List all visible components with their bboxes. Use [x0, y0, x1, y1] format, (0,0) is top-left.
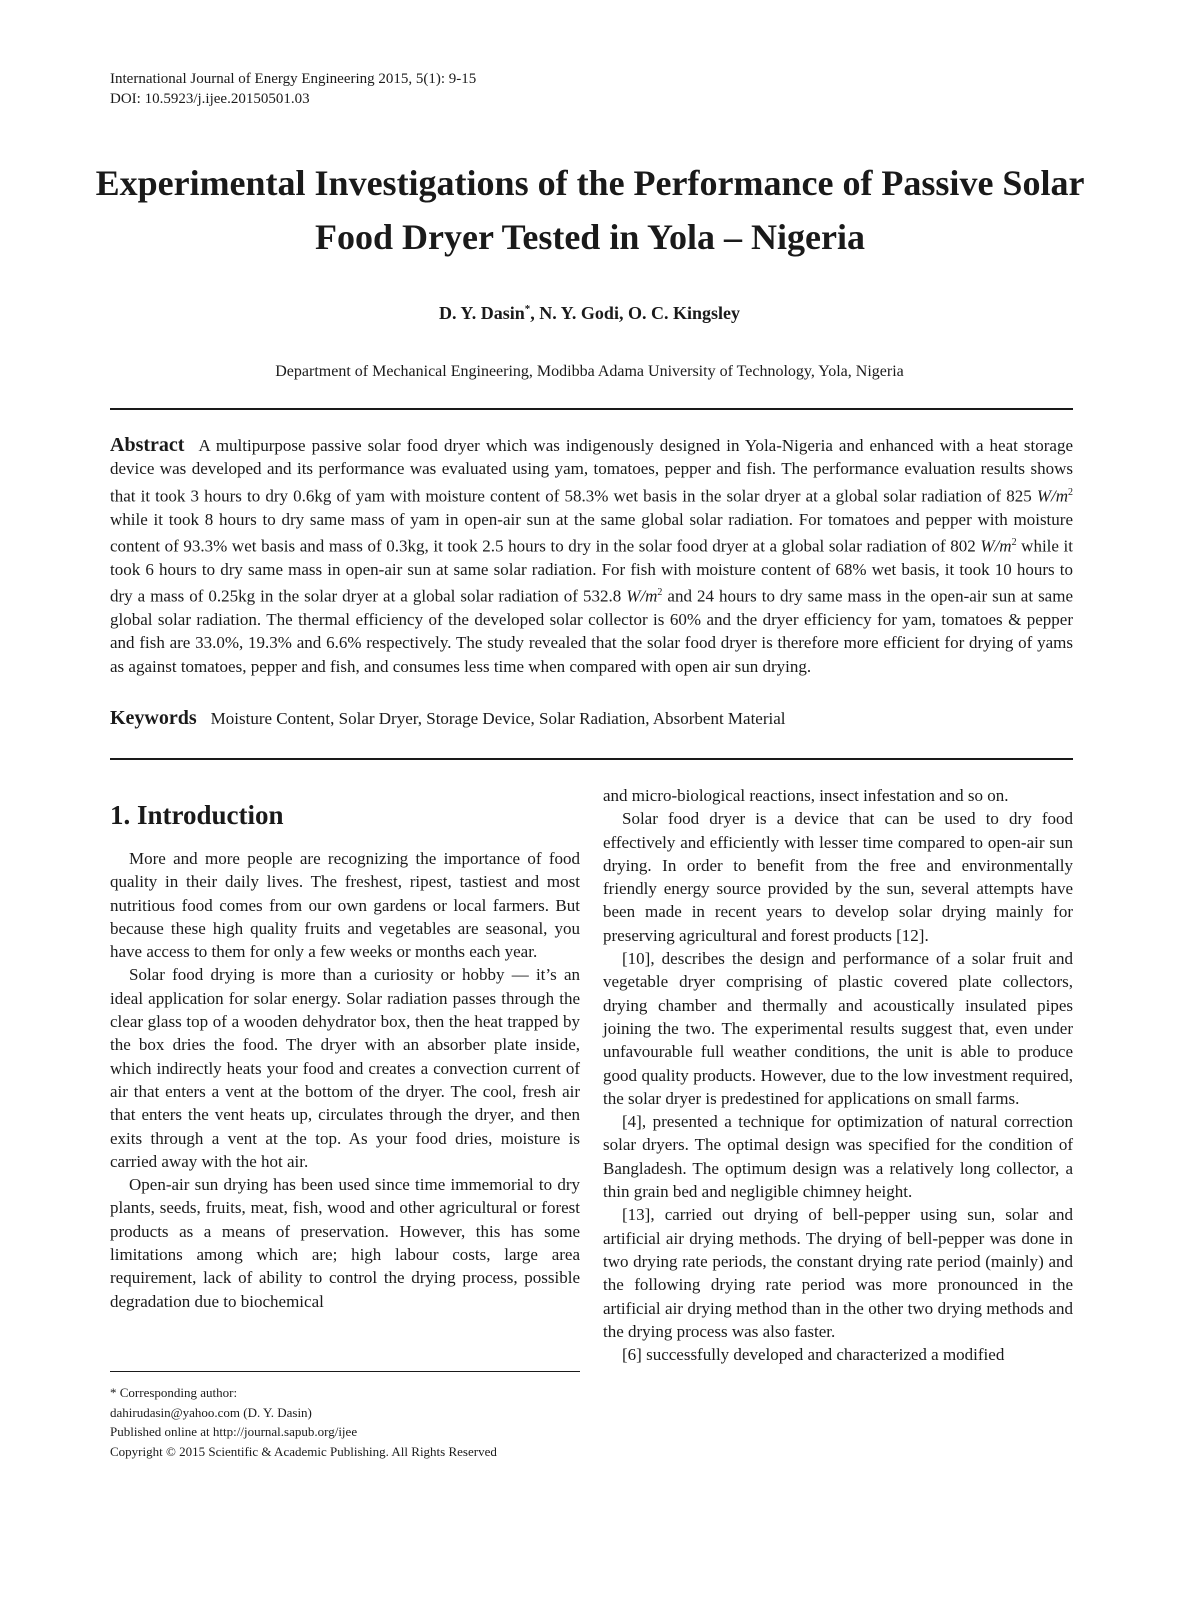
paragraph: Solar food dryer is a device that can be used to dry food effectively and efficiently with lesser time compared to open-air sun drying. In order to benefit from the free and environmentally friendly energy source provided by the sun, several attempts have been made in recent years to develop solar drying mainly for preserving agricultural and forest products [12]. — [603, 809, 1073, 945]
paragraph: More and more people are recognizing the importance of food quality in their daily lives. The freshest, ripest, tastiest and most nutritious food comes from our own gardens or local farmers. But because these high quality fruits and vegetables are seasonal, you have access to them for only a few weeks or months each year. — [110, 849, 580, 962]
author-rest: , N. Y. Godi, O. C. Kingsley — [530, 303, 740, 323]
abstract-heading: Abstract — [110, 434, 185, 456]
paragraph: [6] successfully developed and characterized a modified — [622, 1345, 1005, 1365]
unit-wm2: W/m — [1036, 486, 1068, 506]
abstract — [110, 434, 1073, 678]
footnote-divider — [110, 1371, 580, 1372]
right-column — [603, 784, 1073, 1366]
abstract-text-3: while it took 6 hours to dry same mass in open-air sun at same solar radiation. For fish with moisture content of 68% wet basis, it took 10 hours to dry a mass of 0.25kg in the solar dryer at a global solar radiation of 532.8 — [110, 536, 1073, 606]
footnote-email: dahirudasin@yahoo.com (D. Y. Dasin) — [110, 1404, 312, 1420]
journal-header — [110, 69, 476, 109]
keywords-heading: Keywords — [110, 707, 197, 729]
doi: DOI: 10.5923/j.ijee.20150501.03 — [110, 91, 310, 107]
unit-exponent: 2 — [1011, 536, 1017, 548]
unit-wm2: W/m — [626, 586, 658, 606]
paragraph: and micro-biological reactions, insect infestation and so on. — [603, 786, 1009, 805]
abstract-text-1: A multipurpose passive solar food dryer which was indigenously designed in Yola-Nigeria and enhanced with a heat storage device was developed and its performance was evaluated using yam, tomatoes, pepper and fish. The performance evaluation results shows that it took 3 hours to dry 0.6kg of yam with moisture content of 58.3% wet basis in the solar dryer at a global solar radiation of 825 — [110, 436, 1073, 506]
paragraph: [4], presented a technique for optimization of natural correction solar dryers. The optimal design was specified for the condition of Bangladesh. The optimum design was a relatively long collector, a thin grain bed and negligible chimney height. — [603, 1112, 1073, 1202]
footnotes — [110, 1383, 580, 1461]
footnote-published: Published online at http://journal.sapub.org/ijee — [110, 1424, 358, 1440]
abstract-text-2: while it took 8 hours to dry same mass of yam in open-air sun at the same global solar radiation. For tomatoes and pepper with moisture content of 93.3% wet basis and mass of 0.3kg, it took 2.5 hours to dry in the solar food dryer at a global solar radiation of 802 — [110, 509, 1073, 556]
paragraph: [10], describes the design and performance of a solar fruit and vegetable dryer comprising of plastic covered plate collectors, drying chamber and thermally and acoustically insulated pipes joining the two. The experimental results suggest that, even under unfavourable full weather conditions, the unit is able to produce good quality products. However, due to the low investment required, the solar dryer is predestined for applications on small farms. — [603, 949, 1073, 1108]
paragraph: Open-air sun drying has been used since time immemorial to dry plants, seeds, fruits, meat, fish, wood and other agricultural or forest products as a means of preservation. However, this has some limitations among which are; high labour costs, large area requirement, lack of ability to control the drying process, possible degradation due to biochemical — [110, 1175, 580, 1311]
keywords — [110, 706, 1073, 731]
keywords-text: Moisture Content, Solar Dryer, Storage Device, Solar Radiation, Absorbent Material — [210, 709, 786, 728]
paper-title: Experimental Investigations of the Performance of Passive Solar Food Dryer Tested in Yola – Nigeria — [95, 163, 1085, 257]
paragraph: Solar food drying is more than a curiosity or hobby — it’s an ideal application for solar energy. Solar radiation passes through the clear glass top of a wooden dehydrator box, then the heat trapped by the box dries the food. The dryer with an absorber plate inside, which indirectly heats your food and creates a convection current of air that enters a vent at the bottom of the dryer. The cool, fresh air that enters the vent heats up, circulates through the dryer, and then exits through a vent at the top. As your food dries, moisture is carried away with the hot air. — [110, 965, 580, 1171]
top-divider — [110, 408, 1073, 410]
left-column — [110, 847, 580, 1313]
unit-exponent: 2 — [657, 587, 663, 599]
author-list — [0, 303, 1179, 324]
footnote-corresponding: * Corresponding author: — [110, 1385, 238, 1400]
affiliation: Department of Mechanical Engineering, Modibba Adama University of Technology, Yola, Nigeria — [275, 363, 904, 380]
section-title: 1. Introduction — [110, 800, 284, 830]
author-first: D. Y. Dasin — [439, 303, 525, 323]
paragraph: [13], carried out drying of bell-pepper using sun, solar and artificial air drying methods. The drying of bell-pepper was done in two drying rate periods, the constant drying rate period (mainly) and the following drying rate period was more pronounced in the artificial air drying method than in the other two drying methods and the drying process was also faster. — [603, 1205, 1073, 1341]
unit-exponent: 2 — [1068, 486, 1073, 498]
abstract-divider — [110, 758, 1073, 760]
footnote-copyright: Copyright © 2015 Scientific & Academic Publishing. All Rights Reserved — [110, 1443, 497, 1459]
corresponding-mark: * — [524, 303, 531, 315]
journal-citation: International Journal of Energy Engineering 2015, 5(1): 9-15 — [110, 71, 477, 87]
abstract-text-4: and 24 hours to dry same mass in the open-air sun at same global solar radiation. The thermal efficiency of the developed solar collector is 60% and the dryer efficiency for yam, tomatoes & pepper and fish are 33.0%, 19.3% and 6.6% respectively. The study revealed that the solar food dryer is therefore more efficient for drying of yams as against tomatoes, pepper and fish, and consumes less time when compared with open air sun drying. — [110, 586, 1073, 676]
unit-wm2: W/m — [980, 536, 1012, 556]
